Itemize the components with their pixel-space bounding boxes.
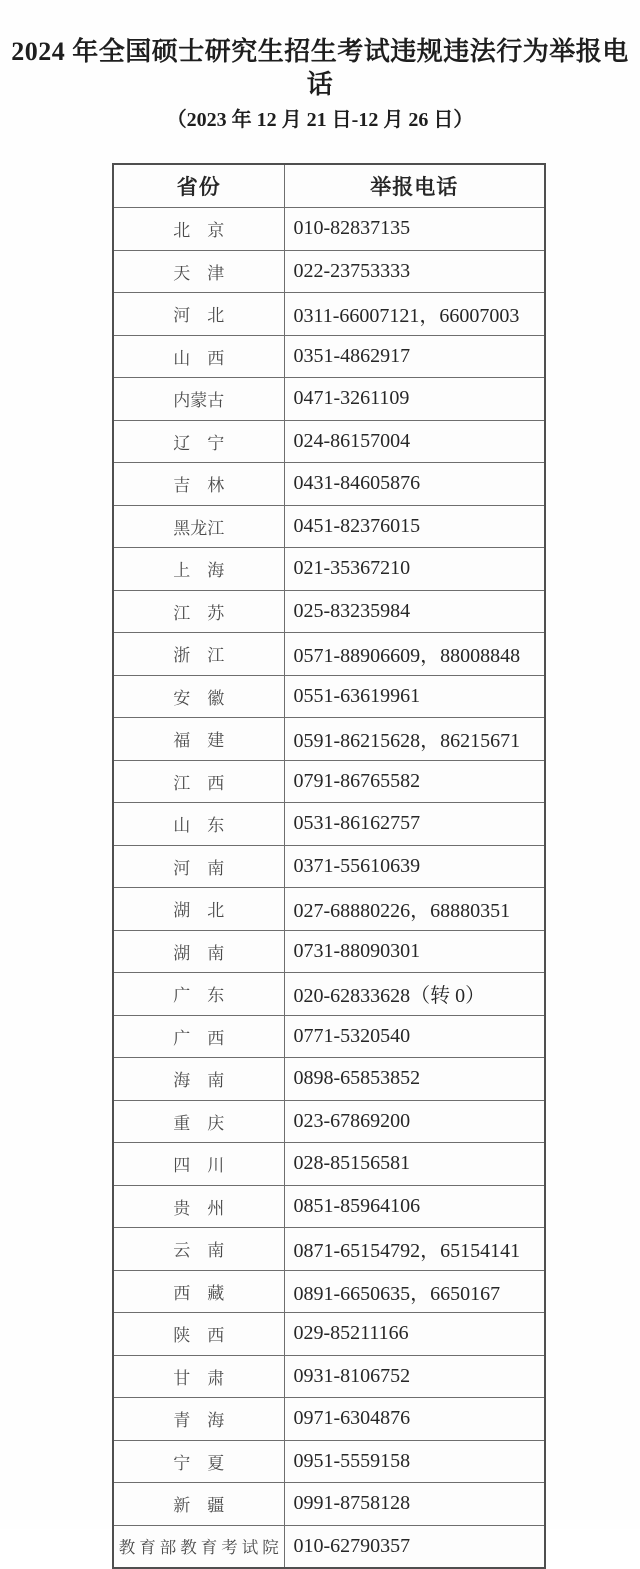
- table-row: [113, 1185, 545, 1228]
- province-cell: 黑龙江: [113, 505, 284, 548]
- table-row: [113, 208, 545, 251]
- province-cell: 内蒙古: [113, 378, 284, 421]
- table-row: [113, 633, 545, 676]
- phone-cell: 0471-3261109: [284, 378, 545, 421]
- phone-cell: 0791-86765582: [284, 760, 545, 803]
- phone-cell: 020-62833628（转 0）: [284, 973, 545, 1016]
- province-cell: 江 苏: [113, 590, 284, 633]
- phone-cell: 029-85211166: [284, 1313, 545, 1356]
- phone-cell: 010-62790357: [284, 1525, 545, 1568]
- phone-cell: 023-67869200: [284, 1100, 545, 1143]
- phone-cell: 022-23753333: [284, 250, 545, 293]
- phone-cell: 0571-88906609，88008848: [284, 633, 545, 676]
- province-cell: 西 藏: [113, 1270, 284, 1313]
- phone-cell: 0431-84605876: [284, 463, 545, 506]
- table-row: [113, 803, 545, 846]
- phone-cell: 0871-65154792，65154141: [284, 1228, 545, 1271]
- province-cell: 辽 宁: [113, 420, 284, 463]
- province-cell: 甘 肃: [113, 1355, 284, 1398]
- table-row: [113, 1440, 545, 1483]
- report-table-header: [113, 164, 545, 208]
- table-row: [113, 1228, 545, 1271]
- column-header-phone: 举报电话: [284, 164, 545, 208]
- phone-cell: 0371-55610639: [284, 845, 545, 888]
- province-cell: 北 京: [113, 208, 284, 251]
- table-row: [113, 1483, 545, 1526]
- province-cell: 广 西: [113, 1015, 284, 1058]
- province-cell: 安 徽: [113, 675, 284, 718]
- table-row: [113, 718, 545, 761]
- phone-cell: 0991-8758128: [284, 1483, 545, 1526]
- report-table-body: [113, 208, 545, 1569]
- province-cell: 福 建: [113, 718, 284, 761]
- province-cell: 广 东: [113, 973, 284, 1016]
- province-cell: 教育部教育考试院: [113, 1525, 284, 1568]
- table-row: [113, 1525, 545, 1568]
- phone-cell: 027-68880226，68880351: [284, 888, 545, 931]
- table-row: [113, 930, 545, 973]
- phone-cell: 0951-5559158: [284, 1440, 545, 1483]
- table-row: [113, 590, 545, 633]
- phone-cell: 0351-4862917: [284, 335, 545, 378]
- phone-cell: 0551-63619961: [284, 675, 545, 718]
- table-row: [113, 1398, 545, 1441]
- table-row: [113, 293, 545, 336]
- phone-cell: 0971-6304876: [284, 1398, 545, 1441]
- province-cell: 云 南: [113, 1228, 284, 1271]
- province-cell: 湖 北: [113, 888, 284, 931]
- province-cell: 海 南: [113, 1058, 284, 1101]
- phone-cell: 025-83235984: [284, 590, 545, 633]
- phone-cell: 024-86157004: [284, 420, 545, 463]
- province-cell: 宁 夏: [113, 1440, 284, 1483]
- page-subtitle: （2023 年 12 月 21 日-12 月 26 日）: [166, 109, 474, 131]
- header-row: [113, 164, 545, 208]
- table-row: [113, 888, 545, 931]
- page-title: 2024 年全国硕士研究生招生考试违规违法行为举报电话: [11, 37, 629, 99]
- table-row: [113, 760, 545, 803]
- province-cell: 江 西: [113, 760, 284, 803]
- phone-cell: 0931-8106752: [284, 1355, 545, 1398]
- province-cell: 上 海: [113, 548, 284, 591]
- phone-cell: 0898-65853852: [284, 1058, 545, 1101]
- phone-cell: 010-82837135: [284, 208, 545, 251]
- province-cell: 河 北: [113, 293, 284, 336]
- phone-cell: 021-35367210: [284, 548, 545, 591]
- province-cell: 湖 南: [113, 930, 284, 973]
- province-cell: 吉 林: [113, 463, 284, 506]
- table-row: [113, 1015, 545, 1058]
- province-cell: 山 西: [113, 335, 284, 378]
- province-cell: 重 庆: [113, 1100, 284, 1143]
- table-row: [113, 1270, 545, 1313]
- phone-cell: 0531-86162757: [284, 803, 545, 846]
- province-cell: 青 海: [113, 1398, 284, 1441]
- table-row: [113, 335, 545, 378]
- table-row: [113, 845, 545, 888]
- province-cell: 新 疆: [113, 1483, 284, 1526]
- province-cell: 天 津: [113, 250, 284, 293]
- phone-cell: 0591-86215628，86215671: [284, 718, 545, 761]
- province-cell: 四 川: [113, 1143, 284, 1186]
- table-row: [113, 973, 545, 1016]
- province-cell: 河 南: [113, 845, 284, 888]
- province-cell: 贵 州: [113, 1185, 284, 1228]
- table-row: [113, 505, 545, 548]
- table-row: [113, 1100, 545, 1143]
- phone-cell: 0771-5320540: [284, 1015, 545, 1058]
- table-row: [113, 1058, 545, 1101]
- table-row: [113, 548, 545, 591]
- phone-cell: 0311-66007121，66007003: [284, 293, 545, 336]
- table-row: [113, 250, 545, 293]
- table-row: [113, 1313, 545, 1356]
- table-row: [113, 463, 545, 506]
- province-cell: 浙 江: [113, 633, 284, 676]
- phone-cell: 0851-85964106: [284, 1185, 545, 1228]
- table-row: [113, 378, 545, 421]
- table-row: [113, 675, 545, 718]
- phone-cell: 0891-6650635，6650167: [284, 1270, 545, 1313]
- report-table: [112, 163, 546, 1569]
- table-row: [113, 420, 545, 463]
- table-row: [113, 1355, 545, 1398]
- phone-cell: 0731-88090301: [284, 930, 545, 973]
- table-row: [113, 1143, 545, 1186]
- column-header-province: 省份: [113, 164, 284, 208]
- phone-cell: 0451-82376015: [284, 505, 545, 548]
- province-cell: 陕 西: [113, 1313, 284, 1356]
- phone-cell: 028-85156581: [284, 1143, 545, 1186]
- province-cell: 山 东: [113, 803, 284, 846]
